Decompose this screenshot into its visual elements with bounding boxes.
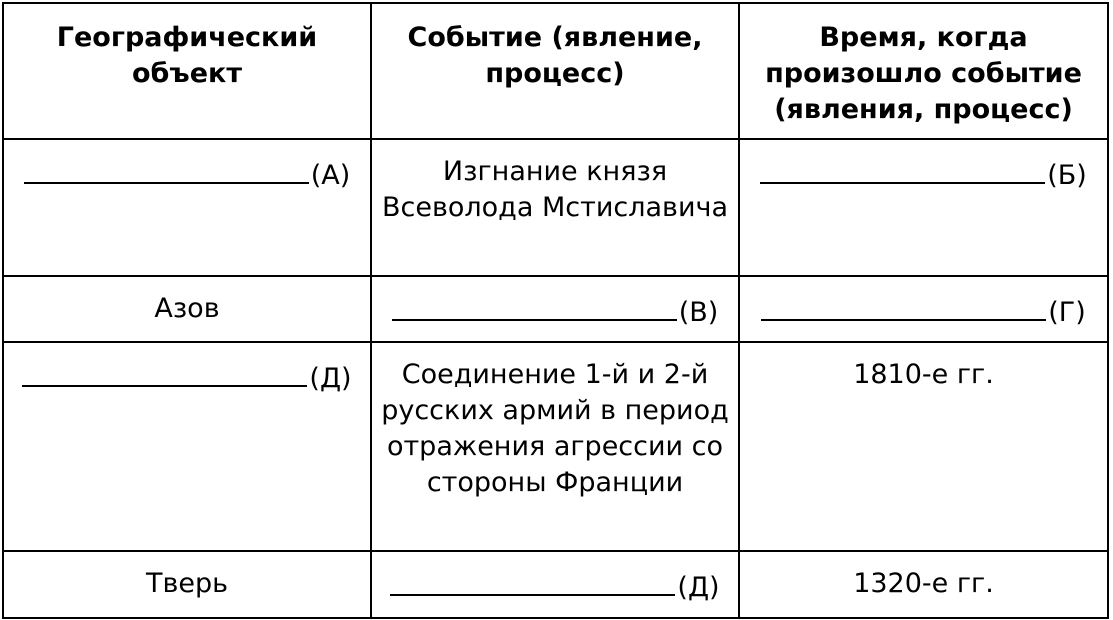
blank-label: (Б): [1047, 160, 1087, 191]
answer-blank[interactable]: [24, 154, 351, 194]
answer-blank[interactable]: [390, 566, 719, 606]
table-row: [3, 551, 1108, 618]
header-geographic-object: Географический объект: [3, 3, 371, 139]
cell-object-blank-a[interactable]: [3, 139, 371, 276]
blank-label: (А): [310, 160, 351, 191]
blank-label: (Д): [677, 572, 720, 603]
answer-blank[interactable]: [22, 357, 351, 397]
blank-line[interactable]: [22, 357, 307, 387]
cell-event: Изгнание князя Всеволода Мстиславича: [371, 139, 739, 276]
table-row: [3, 139, 1108, 276]
answer-blank[interactable]: [761, 291, 1086, 331]
blank-label: (В): [678, 297, 719, 328]
cell-event: Соединение 1-й и 2-й русских армий в период отражения агрессии со стороны Франции: [371, 342, 739, 551]
table-row: [3, 342, 1108, 551]
blank-line[interactable]: [390, 566, 675, 596]
blank-line[interactable]: [392, 291, 677, 321]
blank-label: (Г): [1048, 297, 1086, 328]
table-row: [3, 276, 1108, 342]
cell-time: 1810-е гг.: [739, 342, 1108, 551]
answer-blank[interactable]: [760, 154, 1087, 194]
history-table: [2, 2, 1109, 619]
cell-time-blank-b[interactable]: [739, 139, 1108, 276]
cell-time-blank-g[interactable]: [739, 276, 1108, 342]
table-header-row: [3, 3, 1108, 139]
header-time: Время, когда произошло событие (явления, процесс): [739, 3, 1108, 139]
cell-time: 1320-е гг.: [739, 551, 1108, 618]
header-event: Событие (явление, процесс): [371, 3, 739, 139]
cell-event-blank-v[interactable]: [371, 276, 739, 342]
blank-line[interactable]: [760, 154, 1045, 184]
cell-object: Азов: [3, 276, 371, 342]
cell-event-blank-d[interactable]: [371, 551, 739, 618]
cell-object-blank-d[interactable]: [3, 342, 371, 551]
blank-label: (Д): [309, 363, 352, 394]
cell-object: Тверь: [3, 551, 371, 618]
blank-line[interactable]: [24, 154, 309, 184]
blank-line[interactable]: [761, 291, 1046, 321]
answer-blank[interactable]: [392, 291, 719, 331]
